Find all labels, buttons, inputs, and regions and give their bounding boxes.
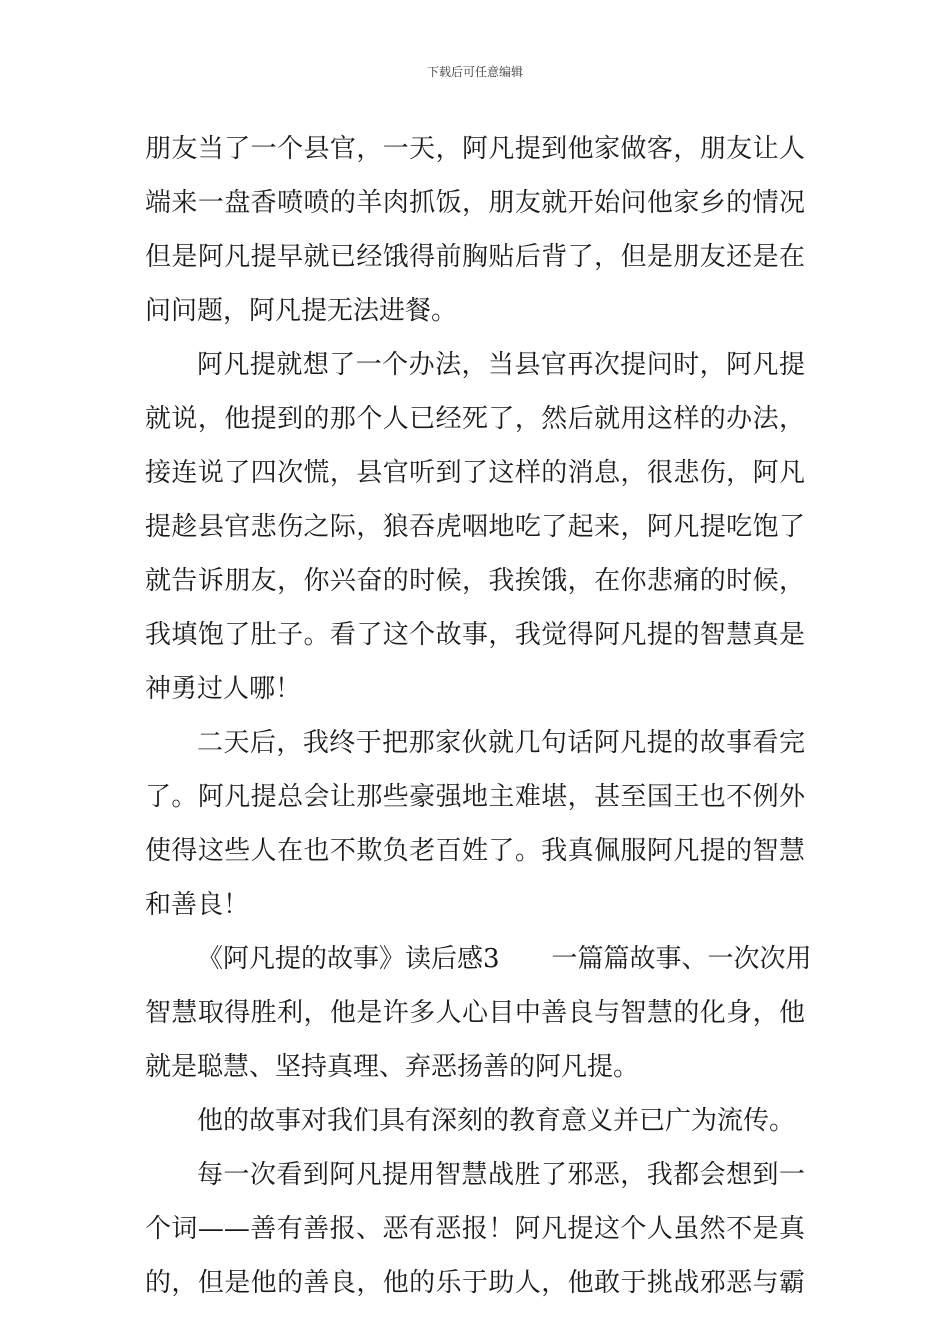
text-line: 就告诉朋友，你兴奋的时候，我挨饿，在你悲痛的时候， bbox=[145, 566, 805, 596]
text-line: 问问题，阿凡提无法进餐。 bbox=[145, 296, 458, 326]
text-line: 端来一盘香喷喷的羊肉抓饭，朋友就开始问他家乡的情况 bbox=[145, 188, 805, 218]
text-line bbox=[145, 932, 812, 986]
text-line: 他的故事对我们具有深刻的教育意义并已广为流传。 bbox=[197, 1106, 796, 1136]
text-line: 朋友当了一个县官，一天，阿凡提到他家做客，朋友让人 bbox=[145, 134, 805, 164]
text-segment: 《阿凡提的故事》读后感3 bbox=[197, 944, 500, 974]
text-line: 的，但是他的善良，他的乐于助人，他敢于挑战邪恶与霸 bbox=[145, 1268, 805, 1298]
text-line: 神勇过人哪！ bbox=[145, 674, 302, 704]
text-line: 和善良！ bbox=[145, 890, 250, 920]
text-line: 每一次看到阿凡提用智慧战胜了邪恶，我都会想到一 bbox=[197, 1160, 805, 1190]
text-line: 提趁县官悲伤之际，狼吞虎咽地吃了起来，阿凡提吃饱了 bbox=[145, 512, 805, 542]
text-line: 个词——善有善报、恶有恶报！阿凡提这个人虽然不是真 bbox=[145, 1214, 805, 1244]
text-line: 智慧取得胜利，他是许多人心目中善良与智慧的化身，他 bbox=[145, 998, 805, 1028]
text-line: 使得这些人在也不欺负老百姓了。我真佩服阿凡提的智慧 bbox=[145, 836, 805, 866]
text-line: 二天后，我终于把那家伙就几句话阿凡提的故事看完 bbox=[197, 728, 805, 758]
text-line: 了。阿凡提总会让那些豪强地主难堪，甚至国王也不例外 bbox=[145, 782, 805, 812]
text-line: 阿凡提就想了一个办法，当县官再次提问时，阿凡提 bbox=[197, 350, 805, 380]
text-line: 接连说了四次慌，县官听到了这样的消息，很悲伤，阿凡 bbox=[145, 458, 805, 488]
text-line: 就说，他提到的那个人已经死了，然后就用这样的办法， bbox=[145, 404, 805, 434]
document-body bbox=[145, 122, 812, 1310]
text-line: 但是阿凡提早就已经饿得前胸贴后背了，但是朋友还是在 bbox=[145, 242, 805, 272]
text-line: 我填饱了肚子。看了这个故事，我觉得阿凡提的智慧真是 bbox=[145, 620, 805, 650]
page-header: 下载后可任意编辑 bbox=[426, 65, 523, 79]
text-line: 就是聪慧、坚持真理、弃恶扬善的阿凡提。 bbox=[145, 1052, 640, 1082]
text-segment: 一篇篇故事、一次次用 bbox=[551, 944, 812, 974]
